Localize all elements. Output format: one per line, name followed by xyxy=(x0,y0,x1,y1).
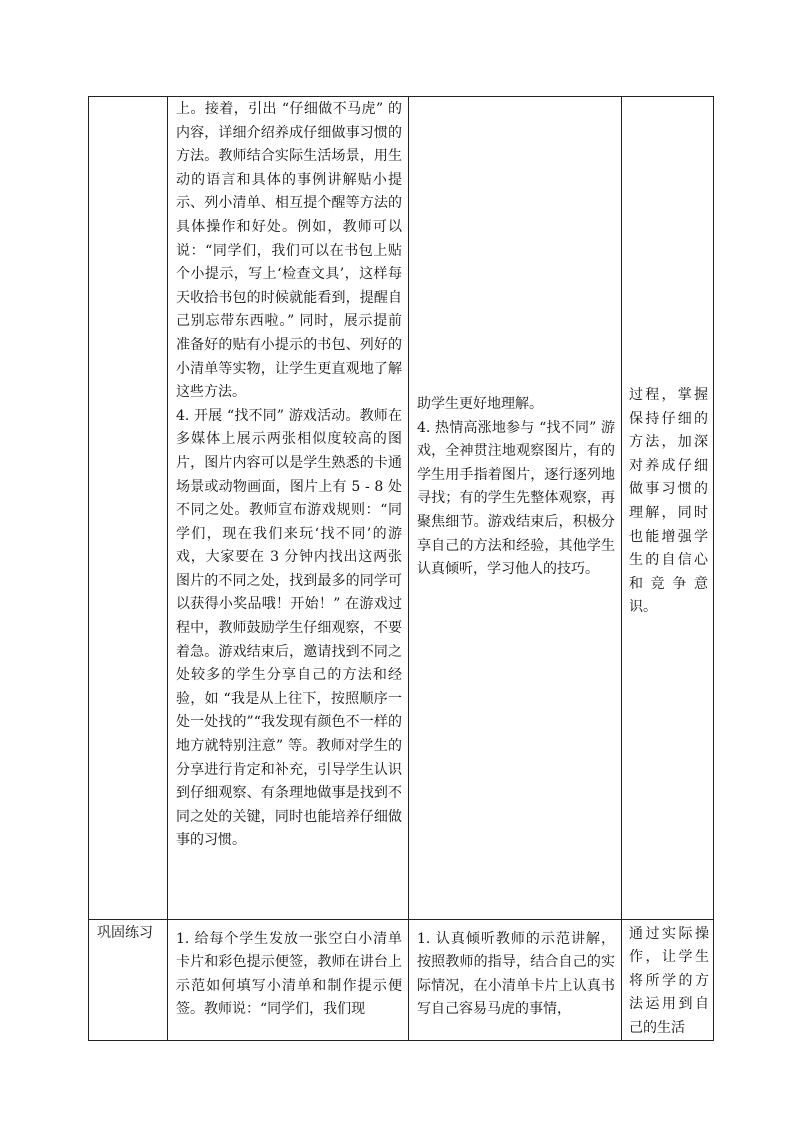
student-activity-cell xyxy=(409,97,622,920)
design-intent-text: 通过实际操作，让学生将所学的方法运用到自己的生活 xyxy=(629,926,709,1036)
design-intent-cell xyxy=(622,920,714,1041)
design-intent-text: 过程，掌握保持仔细的方法，加深对养成仔细做事习惯的理解，同时也能增强学生的自信心和竞争意识。 xyxy=(629,387,708,616)
section-cell xyxy=(89,97,168,920)
teacher-activity-text: 上。接着，引出 “仔细做不马虎” 的内容，详细介绍养成仔细做事习惯的方法。教师结合实际生活场景，用生动的语言和具体的事例讲解贴小提示、列小清单、相互提个醒等方法的具体操作和好处。例如，教师可以说：“同学们，我们可以在书包上贴个小提示，写上‘检查文具’，这样每天收拾书包的时候就能看到，提醒自己别忘带东西啦。” 同时，展示提前准备好的贴有小提示的书包、列好的小清单等实物，让学生更直观地了解这些方法。 4. 开展 “找不同” 游戏活动。教师在多媒体上展示两张相似度较高的图片，图片内容可以是学生熟悉的卡通场景或动物画面，图片上有 5 - 8 处不同之处。教师宣布游戏规则：“同学们，现在我们来玩‘找不同’的游戏，大家要在 3 分钟内找出这两张图片的不同之处，找到最多的同学可以获得小奖品哦！开始！” 在游戏过程中，教师鼓励学生仔细观察，不要着急。游戏结束后，邀请找到不同之处较多的学生分享自己的方法和经验，如 “我是从上往下，按照顺序一处一处找的”“我发现有颜色不一样的地方就特别注意” 等。教师对学生的分享进行肯定和补充，引导学生认识到仔细观察、有条理地做事是找到不同之处的关键，同时也能培养仔细做事的习惯。 xyxy=(176,101,402,849)
design-intent-cell xyxy=(622,97,714,920)
lesson-plan-table xyxy=(88,96,714,1041)
table-row xyxy=(89,97,714,920)
table-row xyxy=(89,920,714,1041)
student-activity-text: 助学生更好地理解。 4. 热情高涨地参与 “找不同” 游戏，全神贯注地观察图片，有的学生用手指着图片，逐行逐列地寻找；有的学生先整体观察，再聚焦细节。游戏结束后，积极分享自己的方法和经验，其他学生认真倾听，学习他人的技巧。 xyxy=(417,396,615,578)
teacher-activity-cell xyxy=(168,97,409,920)
section-cell xyxy=(89,920,168,1041)
section-label xyxy=(89,97,167,99)
teacher-activity-text: 1. 给每个学生发放一张空白小清单卡片和彩色提示便签，教师在讲台上示范如何填写小清单和制作提示便签。教师说：“同学们，我们现 xyxy=(176,931,402,1018)
student-activity-cell xyxy=(409,920,622,1041)
student-activity-text: 1. 认真倾听教师的示范讲解，按照教师的指导，结合自己的实际情况，在小清单卡片上认真书写自己容易马虎的事情， xyxy=(417,931,615,1018)
teacher-activity-cell xyxy=(168,920,409,1041)
section-label: 巩固练习 xyxy=(97,925,153,941)
